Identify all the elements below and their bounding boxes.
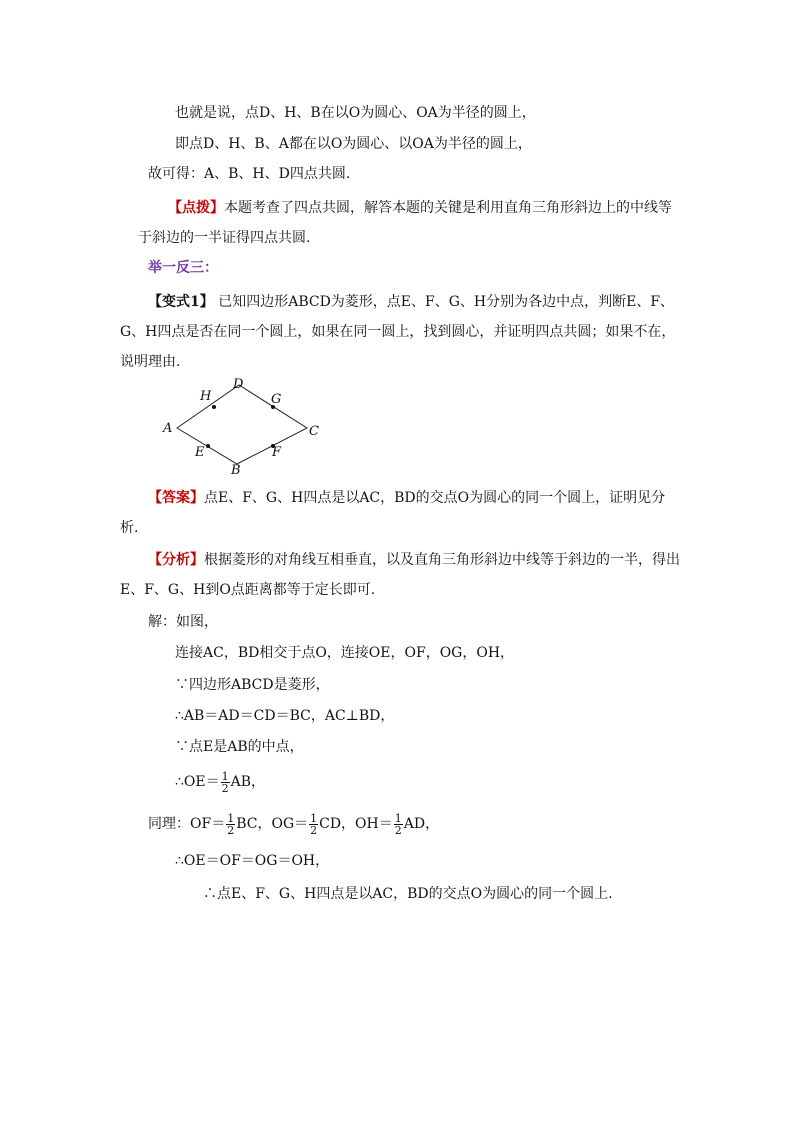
solution-conclusion: ∴点E、F、G、H四点是以AC，BD的交点O为圆心的同一个圆上. xyxy=(203,886,613,902)
ab-text: AB， xyxy=(230,774,266,790)
answer-text-1: 点E、F、G、H四点是以AC，BD的交点O为圆心的同一个圆上，证明见分 xyxy=(204,490,666,506)
juyi-heading: 举一反三： xyxy=(148,260,218,276)
proof-line-2: 即点D、H、B、A都在以O为圆心、以OA为半径的圆上， xyxy=(175,136,532,152)
analysis-line-1 xyxy=(148,550,680,570)
variant-text-1: 已知四边形ABCD为菱形，点E、F、G、H分别为各边中点，判断E、F、 xyxy=(218,294,675,310)
proof-line-1: 也就是说，点D、H、B在以O为圆心、OA为半径的圆上， xyxy=(175,105,536,121)
analysis-line-2: E、F、G、H到O点距离都等于定长即可. xyxy=(120,582,376,598)
solution-step-5 xyxy=(175,768,265,796)
label-h: H xyxy=(200,389,212,404)
variant-line-2: G、H四点是否在同一个圆上，如果在同一圆上，找到圆心，并证明四点共圆；如果不在， xyxy=(120,324,676,340)
similarly-of: 同理：OF＝ xyxy=(148,816,226,832)
fraction-half: $\frac{1}{2}$ xyxy=(227,811,235,837)
dianbo-line-1 xyxy=(168,198,672,218)
rhombus-figure xyxy=(155,370,330,482)
oe-equals: ∴OE＝ xyxy=(175,774,220,790)
solution-step-3: ∴AB＝AD＝CD＝BC，AC⊥BD， xyxy=(175,708,395,724)
label-c: C xyxy=(309,424,319,439)
proof-conclusion: 故可得：A、B、H、D四点共圆. xyxy=(148,166,351,182)
bc-og: BC，OG＝ xyxy=(236,816,309,832)
label-a: A xyxy=(163,421,173,436)
point-h xyxy=(212,405,216,409)
solution-step-2: ∵四边形ABCD是菱形， xyxy=(175,677,330,693)
label-b: B xyxy=(231,463,241,478)
solution-step-6 xyxy=(148,810,439,838)
label-e: E xyxy=(195,445,205,460)
variant-line-1 xyxy=(148,292,674,312)
ad-text: AD， xyxy=(403,816,440,832)
variant-line-3: 说明理由. xyxy=(120,354,181,370)
solution-step-7: ∴OE＝OF＝OG＝OH， xyxy=(175,853,330,869)
analysis-tag: 【分析】 xyxy=(148,552,204,568)
answer-line-2: 析. xyxy=(120,520,139,536)
solution-step-1: 连接AC，BD相交于点O，连接OE，OF，OG，OH， xyxy=(175,645,515,661)
point-e xyxy=(206,444,210,448)
answer-tag: 【答案】 xyxy=(148,490,204,506)
solution-step-4: ∵点E是AB的中点， xyxy=(175,739,304,755)
dianbo-text-1: 本题考查了四点共圆，解答本题的关键是利用直角三角形斜边上的中线等 xyxy=(224,200,672,216)
solution-intro: 解：如图， xyxy=(148,614,218,630)
analysis-text-1: 根据菱形的对角线互相垂直，以及直角三角形斜边中线等于斜边的一半，得出 xyxy=(204,552,680,568)
dianbo-line-2: 于斜边的一半证得四点共圆. xyxy=(138,230,311,246)
cd-oh: CD，OH＝ xyxy=(319,816,393,832)
label-f: F xyxy=(272,445,282,460)
label-d: D xyxy=(233,377,244,392)
fraction-half: $\frac{1}{2}$ xyxy=(310,811,318,837)
label-g: G xyxy=(271,392,282,407)
answer-line-1 xyxy=(148,488,665,508)
fraction-half: $\frac{1}{2}$ xyxy=(221,769,229,795)
variant-tag: 【变式1】 xyxy=(148,294,214,310)
fraction-half: $\frac{1}{2}$ xyxy=(394,811,402,837)
dianbo-tag: 【点拨】 xyxy=(168,200,224,216)
